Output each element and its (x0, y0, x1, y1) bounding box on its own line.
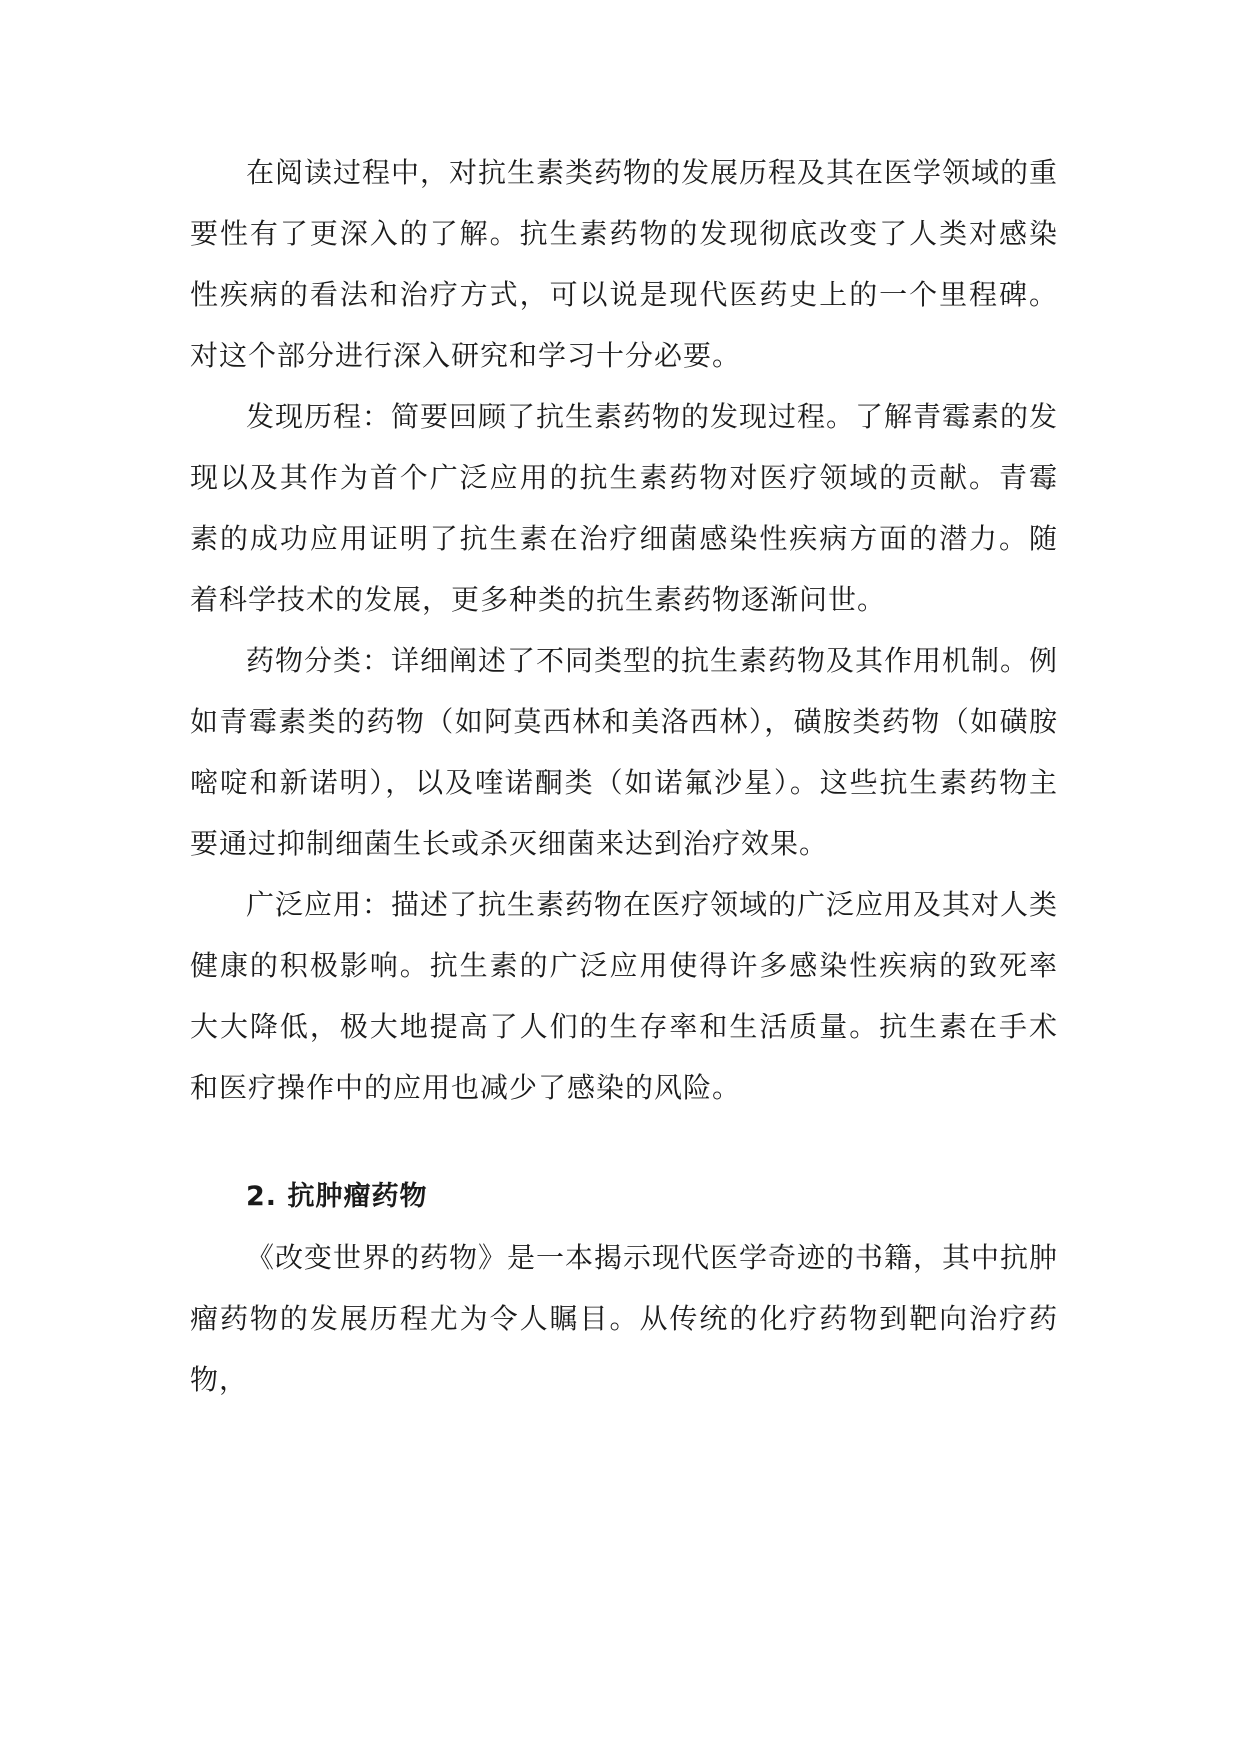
document-body (190, 142, 1058, 1410)
paragraph-antibiotics-intro: 在阅读过程中，对抗生素类药物的发展历程及其在医学领域的重要性有了更深入的了解。抗生素药物的发现彻底改变了人类对感染性疾病的看法和治疗方式，可以说是现代医药史上的一个里程碑。对这个部分进行深入研究和学习十分必要。 (190, 156, 1059, 372)
paragraph-drug-classification: 药物分类：详细阐述了不同类型的抗生素药物及其作用机制。例如青霉素类的药物（如阿莫西林和美洛西林），磺胺类药物（如磺胺嘧啶和新诺明），以及喹诺酮类（如诺氟沙星）。这些抗生素药物主要通过抑制细菌生长或杀灭细菌来达到治疗效果。 (190, 644, 1059, 860)
paragraph-wide-application: 广泛应用：描述了抗生素药物在医疗领域的广泛应用及其对人类健康的积极影响。抗生素的广泛应用使得许多感染性疾病的致死率大大降低，极大地提高了人们的生存率和生活质量。抗生素在手术和医疗操作中的应用也减少了感染的风险。 (190, 888, 1059, 1104)
paragraph-antitumor-intro: 《改变世界的药物》是一本揭示现代医学奇迹的书籍，其中抗肿瘤药物的发展历程尤为令人瞩目。从传统的化疗药物到靶向治疗药物， (190, 1241, 1059, 1396)
section-heading-antitumor: 2. 抗肿瘤药物 (246, 1181, 428, 1212)
paragraph-discovery-history: 发现历程：简要回顾了抗生素药物的发现过程。了解青霉素的发现以及其作为首个广泛应用的抗生素药物对医疗领域的贡献。青霉素的成功应用证明了抗生素在治疗细菌感染性疾病方面的潜力。随着科学技术的发展，更多种类的抗生素药物逐渐问世。 (190, 400, 1059, 616)
